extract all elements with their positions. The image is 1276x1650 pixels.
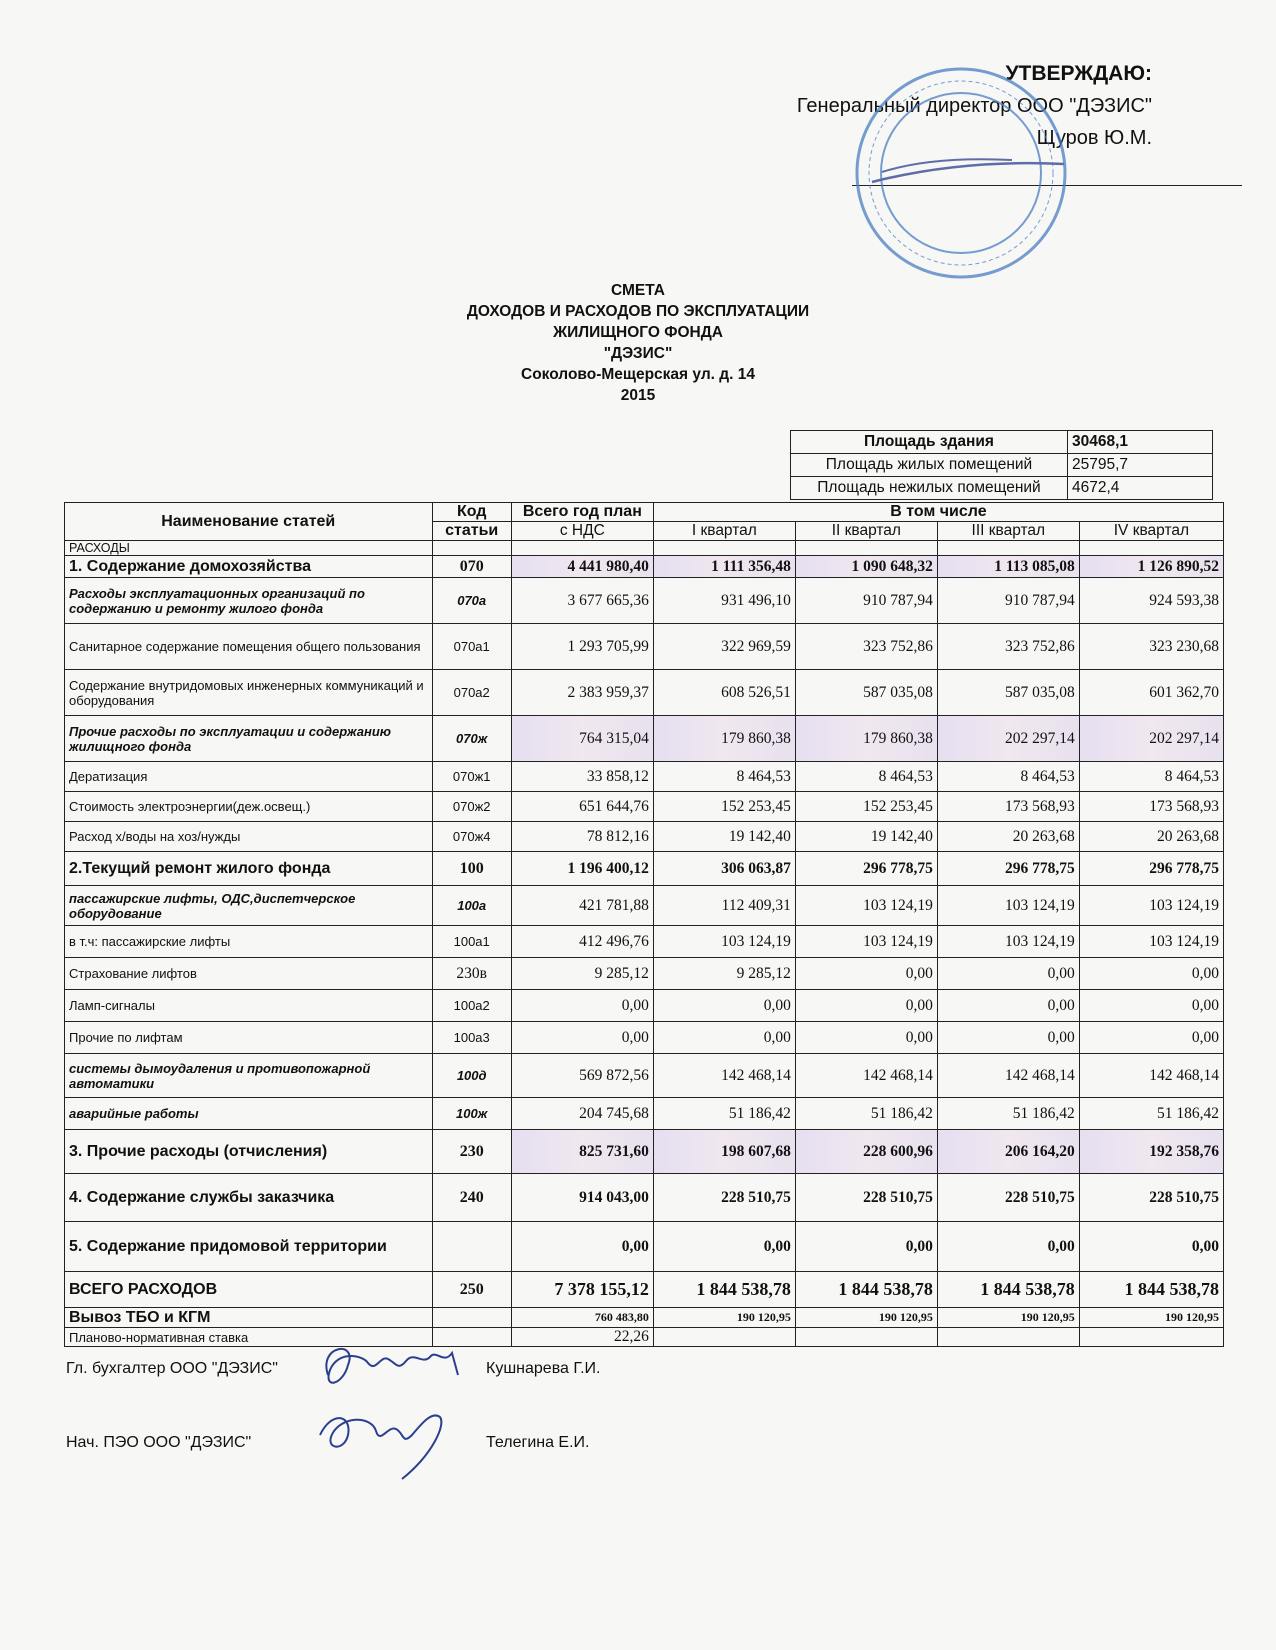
cell-code: 070а <box>432 578 511 624</box>
cell-total: 7 378 155,12 <box>511 1272 653 1308</box>
cell-q2: 152 253,45 <box>795 792 937 822</box>
header-q4: IV квартал <box>1079 522 1223 541</box>
cell-name: Стоимость электроэнергии(деж.освещ.) <box>65 792 433 822</box>
cell-q2: 228 510,75 <box>795 1174 937 1222</box>
cell-total: 760 483,80 <box>511 1308 653 1328</box>
cell-q2: 0,00 <box>795 1222 937 1272</box>
area-label: Площадь здания <box>791 431 1068 454</box>
cell-q4: 0,00 <box>1079 990 1223 1022</box>
peo-head-signature <box>312 1405 462 1485</box>
cell-q4: 51 186,42 <box>1079 1098 1223 1130</box>
cell-q1: 103 124,19 <box>653 926 795 958</box>
cell-q3: 1 113 085,08 <box>937 556 1079 578</box>
title-line-2: ДОХОДОВ И РАСХОДОВ ПО ЭКСПЛУАТАЦИИ <box>466 303 810 320</box>
cell-q3: 103 124,19 <box>937 926 1079 958</box>
cell-q2: 910 787,94 <box>795 578 937 624</box>
area-label: Площадь жилых помещений <box>791 454 1068 477</box>
cell-q4: 190 120,95 <box>1079 1308 1223 1328</box>
area-label: Площадь нежилых помещений <box>791 477 1068 500</box>
cell-q2: 1 844 538,78 <box>795 1272 937 1308</box>
header-q3: III квартал <box>937 522 1079 541</box>
cell-q1: 9 285,12 <box>653 958 795 990</box>
table-row <box>65 1098 1224 1130</box>
cell-q1: 306 063,87 <box>653 852 795 886</box>
title-address: Соколово-Мещерская ул. д. 14 <box>521 366 755 383</box>
cell-q4: 0,00 <box>1079 1022 1223 1054</box>
header-q1: I квартал <box>653 522 795 541</box>
cell-q2: 0,00 <box>795 1022 937 1054</box>
cell-code: 100а <box>432 886 511 926</box>
table-row <box>65 1130 1224 1174</box>
cell-q3: 910 787,94 <box>937 578 1079 624</box>
peo-head-position: Нач. ПЭО ООО "ДЭЗИС" <box>66 1434 252 1451</box>
cell-name: Содержание внутридомовых инженерных коммуникаций и оборудования <box>65 670 433 716</box>
cell-q2: 51 186,42 <box>795 1098 937 1130</box>
table-row <box>65 926 1224 958</box>
approval-name: Щуров Ю.М. <box>1036 127 1152 149</box>
cell-code: 070 <box>432 556 511 578</box>
cell-q4: 323 230,68 <box>1079 624 1223 670</box>
cell-q4: 1 126 890,52 <box>1079 556 1223 578</box>
cell-code: 070а1 <box>432 624 511 670</box>
header-including: В том числе <box>653 503 1223 522</box>
table-row <box>65 1174 1224 1222</box>
cell-q3: 228 510,75 <box>937 1174 1079 1222</box>
cell-q3: 0,00 <box>937 1222 1079 1272</box>
table-row <box>65 822 1224 852</box>
cell-code: 100а1 <box>432 926 511 958</box>
cell-name: Расходы эксплуатационных организаций по содержанию и ремонту жилого фонда <box>65 578 433 624</box>
cell-q4: 8 464,53 <box>1079 762 1223 792</box>
cell-q1: 608 526,51 <box>653 670 795 716</box>
cell-total: 22,26 <box>511 1328 653 1347</box>
cell-q1: 190 120,95 <box>653 1308 795 1328</box>
cell-q3: 103 124,19 <box>937 886 1079 926</box>
cell-q4: 103 124,19 <box>1079 886 1223 926</box>
cell-name: 1. Содержание домохозяйства <box>65 556 433 578</box>
cell-q3: 587 035,08 <box>937 670 1079 716</box>
cell-q2 <box>795 1328 937 1347</box>
cell-total: 651 644,76 <box>511 792 653 822</box>
cell-total: 9 285,12 <box>511 958 653 990</box>
cell-q4: 228 510,75 <box>1079 1174 1223 1222</box>
cell-name: Планово-нормативная ставка <box>65 1328 433 1347</box>
cell-q2: 587 035,08 <box>795 670 937 716</box>
cell-q4: 601 362,70 <box>1079 670 1223 716</box>
cell-name: Страхование лифтов <box>65 958 433 990</box>
cell-q3: 8 464,53 <box>937 762 1079 792</box>
header-total-1: Всего год план <box>511 503 653 522</box>
cell-name: Расход х/воды на хоз/нужды <box>65 822 433 852</box>
header-code-1: Код <box>432 503 511 522</box>
cell-q1: 112 409,31 <box>653 886 795 926</box>
table-row <box>65 1328 1224 1347</box>
cell-total: 421 781,88 <box>511 886 653 926</box>
cell-code: 250 <box>432 1272 511 1308</box>
cell-q3: 0,00 <box>937 990 1079 1022</box>
cell-q3: 190 120,95 <box>937 1308 1079 1328</box>
table-row <box>65 1272 1224 1308</box>
cell-q3: 1 844 538,78 <box>937 1272 1079 1308</box>
cell-q1: 142 468,14 <box>653 1054 795 1098</box>
table-row <box>65 716 1224 762</box>
cell-total: 33 858,12 <box>511 762 653 792</box>
cell-q2: 1 090 648,32 <box>795 556 937 578</box>
table-row <box>65 958 1224 990</box>
cell-name: в т.ч: пассажирские лифты <box>65 926 433 958</box>
table-row <box>65 792 1224 822</box>
area-row <box>791 431 1213 454</box>
chief-accountant-name: Кушнарева Г.И. <box>486 1360 601 1377</box>
table-row <box>65 624 1224 670</box>
cell-q2: 179 860,38 <box>795 716 937 762</box>
cell-q2: 0,00 <box>795 958 937 990</box>
cell-q4: 103 124,19 <box>1079 926 1223 958</box>
table-row <box>65 1054 1224 1098</box>
chief-accountant-signature <box>318 1335 468 1395</box>
cell-q3: 206 164,20 <box>937 1130 1079 1174</box>
header-q2: II квартал <box>795 522 937 541</box>
cell-q2: 228 600,96 <box>795 1130 937 1174</box>
approval-heading: УТВЕРЖДАЮ: <box>1005 62 1152 85</box>
cell-q4: 0,00 <box>1079 1222 1223 1272</box>
cell-q1: 1 111 356,48 <box>653 556 795 578</box>
title-line-3: ЖИЛИЩНОГО ФОНДА <box>553 324 723 341</box>
cell-code: 230 <box>432 1130 511 1174</box>
cell-total: 4 441 980,40 <box>511 556 653 578</box>
cell-q1: 179 860,38 <box>653 716 795 762</box>
cell-code <box>432 1222 511 1272</box>
cell-q2: 0,00 <box>795 990 937 1022</box>
cell-total: 569 872,56 <box>511 1054 653 1098</box>
budget-table <box>64 502 1224 1347</box>
cell-q4: 202 297,14 <box>1079 716 1223 762</box>
cell-q1: 322 969,59 <box>653 624 795 670</box>
cell-q3: 20 263,68 <box>937 822 1079 852</box>
table-row <box>65 556 1224 578</box>
cell-name: Санитарное содержание помещения общего пользования <box>65 624 433 670</box>
title-year: 2015 <box>620 387 656 404</box>
table-row <box>65 886 1224 926</box>
cell-total: 412 496,76 <box>511 926 653 958</box>
header-name: Наименование статей <box>65 503 433 541</box>
cell-code: 100а2 <box>432 990 511 1022</box>
area-row <box>791 454 1213 477</box>
cell-q3: 51 186,42 <box>937 1098 1079 1130</box>
cell-q3: 0,00 <box>937 1022 1079 1054</box>
cell-code: 070ж2 <box>432 792 511 822</box>
cell-q1: 19 142,40 <box>653 822 795 852</box>
area-value: 4672,4 <box>1068 477 1213 500</box>
cell-code: 230в <box>432 958 511 990</box>
peo-head-name: Телегина Е.И. <box>486 1434 590 1451</box>
cell-q1: 0,00 <box>653 1022 795 1054</box>
cell-total: 78 812,16 <box>511 822 653 852</box>
cell-name: Прочие по лифтам <box>65 1022 433 1054</box>
cell-q1: 228 510,75 <box>653 1174 795 1222</box>
cell-q3: 296 778,75 <box>937 852 1079 886</box>
cell-q2: 296 778,75 <box>795 852 937 886</box>
section-label: РАСХОДЫ <box>65 541 433 556</box>
company-stamp <box>852 64 1070 282</box>
cell-name: 5. Содержание придомовой территории <box>65 1222 433 1272</box>
cell-code: 070ж1 <box>432 762 511 792</box>
cell-name: Вывоз ТБО и КГМ <box>65 1308 433 1328</box>
cell-name: 3. Прочие расходы (отчисления) <box>65 1130 433 1174</box>
cell-q1: 0,00 <box>653 990 795 1022</box>
cell-total: 914 043,00 <box>511 1174 653 1222</box>
area-value: 25795,7 <box>1068 454 1213 477</box>
table-row <box>65 1308 1224 1328</box>
table-row <box>65 578 1224 624</box>
approval-position: Генеральный директор ООО "ДЭЗИС" <box>796 95 1152 117</box>
cell-total: 1 293 705,99 <box>511 624 653 670</box>
cell-q2: 323 752,86 <box>795 624 937 670</box>
area-row <box>791 477 1213 500</box>
area-table <box>790 430 1213 500</box>
table-row <box>65 670 1224 716</box>
cell-name: Дератизация <box>65 762 433 792</box>
cell-q3 <box>937 1328 1079 1347</box>
document-title <box>0 280 1276 406</box>
cell-name: системы дымоудаления и противопожарной автоматики <box>65 1054 433 1098</box>
cell-q4: 142 468,14 <box>1079 1054 1223 1098</box>
cell-q1: 0,00 <box>653 1222 795 1272</box>
cell-total: 3 677 665,36 <box>511 578 653 624</box>
cell-q1: 8 464,53 <box>653 762 795 792</box>
cell-name: ВСЕГО РАСХОДОВ <box>65 1272 433 1308</box>
header-total-2: с НДС <box>511 522 653 541</box>
cell-total: 0,00 <box>511 1222 653 1272</box>
cell-total: 1 196 400,12 <box>511 852 653 886</box>
cell-q3: 202 297,14 <box>937 716 1079 762</box>
table-row <box>65 762 1224 792</box>
cell-q4: 1 844 538,78 <box>1079 1272 1223 1308</box>
header-row-1 <box>65 503 1224 522</box>
section-row <box>65 541 1224 556</box>
cell-name: 2.Текущий ремонт жилого фонда <box>65 852 433 886</box>
cell-q4: 924 593,38 <box>1079 578 1223 624</box>
cell-q3: 142 468,14 <box>937 1054 1079 1098</box>
cell-q1: 1 844 538,78 <box>653 1272 795 1308</box>
cell-code: 100ж <box>432 1098 511 1130</box>
cell-q1: 51 186,42 <box>653 1098 795 1130</box>
table-row <box>65 990 1224 1022</box>
title-line-4: "ДЭЗИС" <box>603 345 673 362</box>
title-line-1: СМЕТА <box>611 282 665 299</box>
cell-q2: 19 142,40 <box>795 822 937 852</box>
cell-q4: 173 568,93 <box>1079 792 1223 822</box>
cell-total: 0,00 <box>511 1022 653 1054</box>
cell-q2: 8 464,53 <box>795 762 937 792</box>
cell-q3: 323 752,86 <box>937 624 1079 670</box>
cell-code: 240 <box>432 1174 511 1222</box>
cell-name: Прочие расходы по эксплуатации и содержанию жилищного фонда <box>65 716 433 762</box>
cell-q1 <box>653 1328 795 1347</box>
area-value: 30468,1 <box>1068 431 1213 454</box>
cell-code: 100д <box>432 1054 511 1098</box>
cell-name: Ламп-сигналы <box>65 990 433 1022</box>
cell-q1: 152 253,45 <box>653 792 795 822</box>
cell-total: 2 383 959,37 <box>511 670 653 716</box>
cell-q4: 296 778,75 <box>1079 852 1223 886</box>
cell-total: 0,00 <box>511 990 653 1022</box>
cell-q2: 103 124,19 <box>795 926 937 958</box>
cell-q4: 192 358,76 <box>1079 1130 1223 1174</box>
cell-code: 070ж4 <box>432 822 511 852</box>
header-code-2: статьи <box>432 522 511 541</box>
cell-name: 4. Содержание службы заказчика <box>65 1174 433 1222</box>
cell-total: 204 745,68 <box>511 1098 653 1130</box>
cell-q2: 103 124,19 <box>795 886 937 926</box>
cell-code: 070ж <box>432 716 511 762</box>
cell-code: 070а2 <box>432 670 511 716</box>
cell-code: 100а3 <box>432 1022 511 1054</box>
cell-q1: 198 607,68 <box>653 1130 795 1174</box>
cell-q4: 0,00 <box>1079 958 1223 990</box>
cell-q2: 190 120,95 <box>795 1308 937 1328</box>
chief-accountant-position: Гл. бухгалтер ООО "ДЭЗИС" <box>66 1360 278 1377</box>
cell-name: аварийные работы <box>65 1098 433 1130</box>
cell-q3: 173 568,93 <box>937 792 1079 822</box>
cell-total: 825 731,60 <box>511 1130 653 1174</box>
cell-code: 100 <box>432 852 511 886</box>
cell-q1: 931 496,10 <box>653 578 795 624</box>
cell-name: пассажирские лифты, ОДС,диспетчерское оборудование <box>65 886 433 926</box>
table-row <box>65 852 1224 886</box>
cell-q2: 142 468,14 <box>795 1054 937 1098</box>
cell-q4: 20 263,68 <box>1079 822 1223 852</box>
cell-q4 <box>1079 1328 1223 1347</box>
table-row <box>65 1022 1224 1054</box>
cell-code <box>432 1308 511 1328</box>
cell-q3: 0,00 <box>937 958 1079 990</box>
table-row <box>65 1222 1224 1272</box>
cell-total: 764 315,04 <box>511 716 653 762</box>
